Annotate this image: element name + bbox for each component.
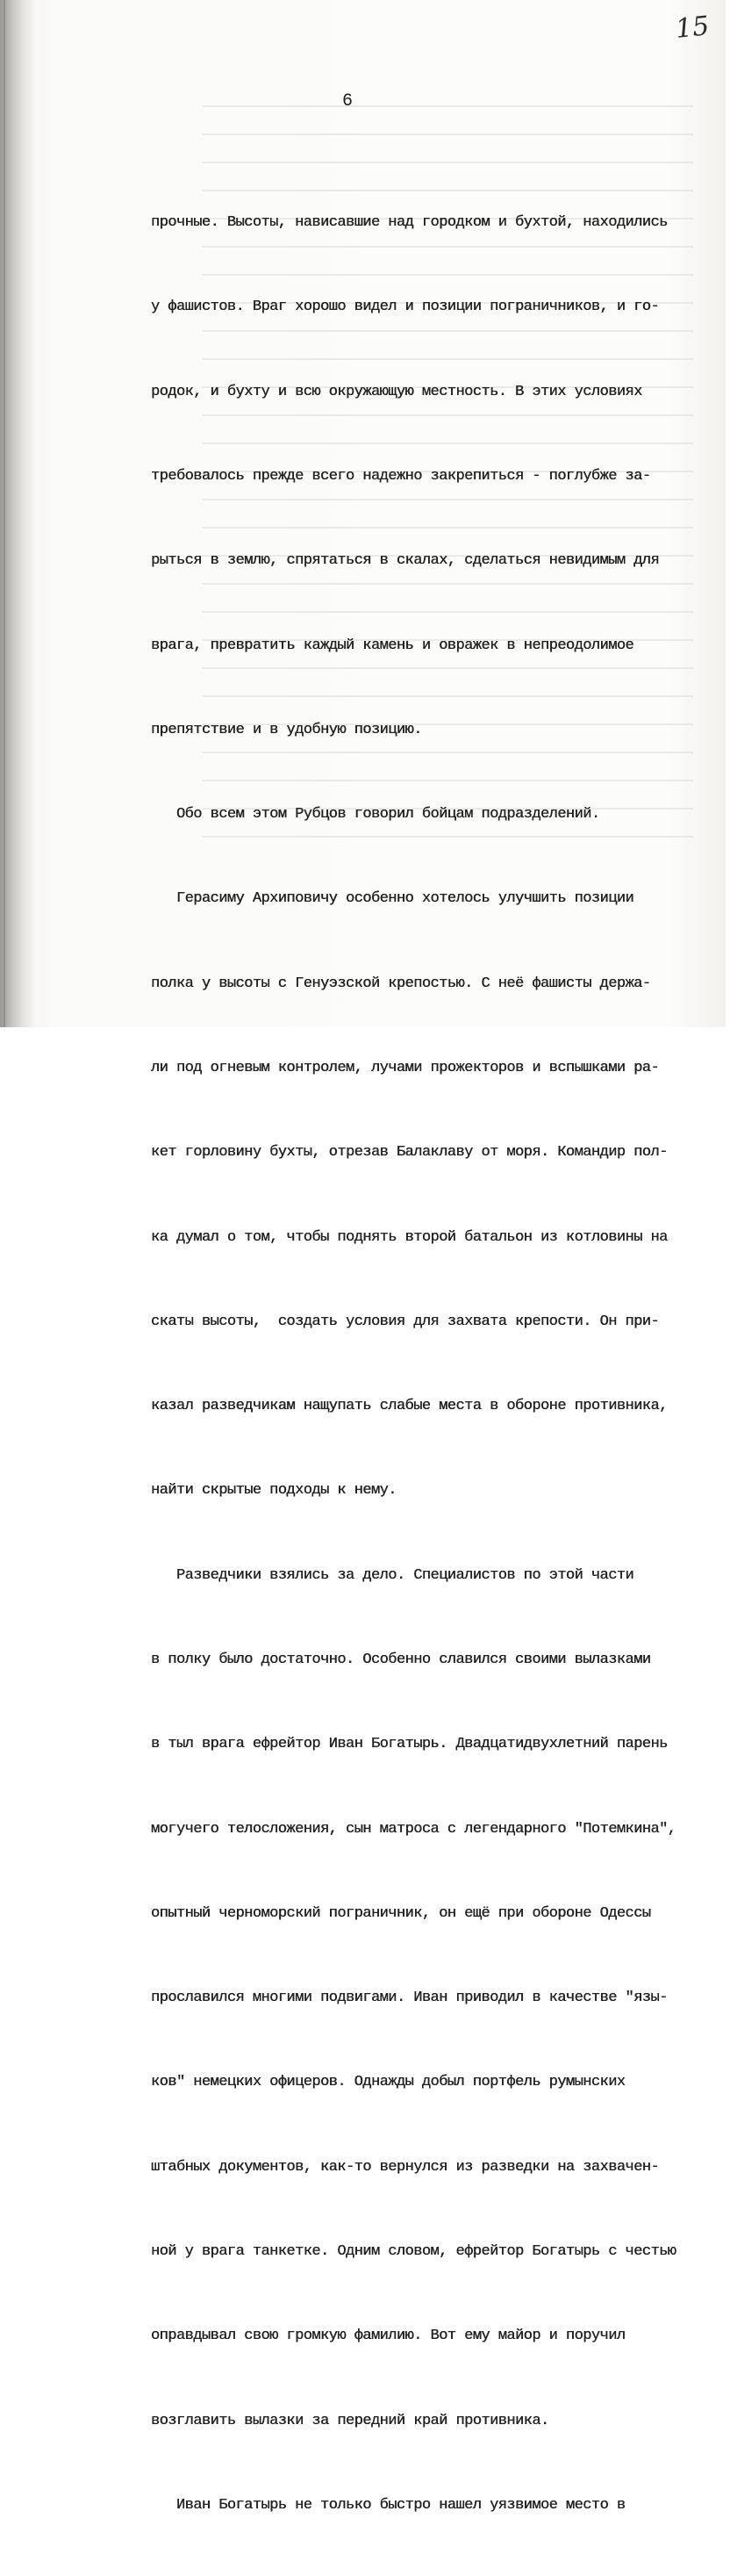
text-line: прославился многими подвигами. Иван приводил в качестве "язы-	[151, 1990, 668, 2007]
text-line: ка думал о том, чтобы поднять второй батальон из котловины на	[151, 1228, 668, 1246]
page-number: 6	[342, 91, 354, 112]
text-line: возглавить вылазки за передний край противника.	[151, 2412, 549, 2429]
text-line: штабных документов, как-то вернулся из разведки на захвачен-	[151, 2158, 660, 2176]
text-line: ков" немецких офицеров. Однажды добыл портфель румынских	[151, 2074, 626, 2091]
text-line: Герасиму Архиповичу особенно хотелось улучшить позиции	[151, 890, 634, 908]
page-binding-edge	[0, 0, 35, 1027]
text-line: Иван Богатырь не только быстро нашел уязвимое место в	[151, 2496, 626, 2514]
text-line: найти скрытые подходы к нему.	[151, 1482, 397, 1500]
text-line: ли под огневым контролем, лучами прожекторов и вспышками ра-	[151, 1060, 660, 1076]
text-line: Обо всем этом Рубцов говорил бойцам подразделений.	[151, 806, 600, 824]
text-line: прочные. Высоты, нависавшие над городком и бухтой, находились	[151, 214, 668, 232]
text-line: Разведчики взялись за дело. Специалистов по этой части	[151, 1566, 634, 1584]
text-line: кет горловину бухты, отрезав Балаклаву от моря. Командир пол-	[151, 1144, 668, 1162]
text-line: врага, превратить каждый камень и овражек в непреодолимое	[151, 637, 634, 654]
text-line: у фашистов. Враг хорошо видел и позиции пограничников, и го-	[151, 299, 660, 316]
text-line: препятствие и в удобную позицию.	[151, 721, 422, 738]
text-line: в тыл врага ефрейтор Иван Богатырь. Двадцатидвухлетний парень	[151, 1736, 668, 1753]
text-line: опытный черноморский пограничник, он ещё при обороне Одессы	[151, 1904, 651, 1922]
text-line: ной у врага танкетке. Одним словом, ефрейтор Богатырь с честью	[151, 2242, 676, 2260]
text-line: оправдывал свою громкую фамилию. Вот ему майор и поручил	[151, 2328, 626, 2345]
text-line: рыться в землю, спрятаться в скалах, сделаться невидимым для	[151, 552, 660, 570]
text-line: полка у высоты с Генуэзской крепостью. С неё фашисты держа-	[151, 975, 651, 992]
handwritten-folio-number: 15	[674, 11, 711, 45]
text-line: казал разведчикам нащупать слабые места в обороне противника,	[151, 1398, 668, 1415]
text-line: в полку было достаточно. Особенно славился своими вылазками	[151, 1651, 651, 1668]
text-line: требовалось прежде всего надежно закрепиться - поглубже за-	[151, 468, 651, 486]
text-line: скаты высоты, создать условия для захвата крепости. Он при-	[151, 1313, 660, 1330]
text-line: могучего телосложения, сын матроса с легендарного "Потемкина",	[151, 1820, 676, 1838]
binding-shadow	[4, 0, 5, 1027]
text-line: родок, и бухту и всю окружающую местность. В этих условиях	[151, 383, 642, 400]
typed-text-body	[151, 153, 730, 2576]
